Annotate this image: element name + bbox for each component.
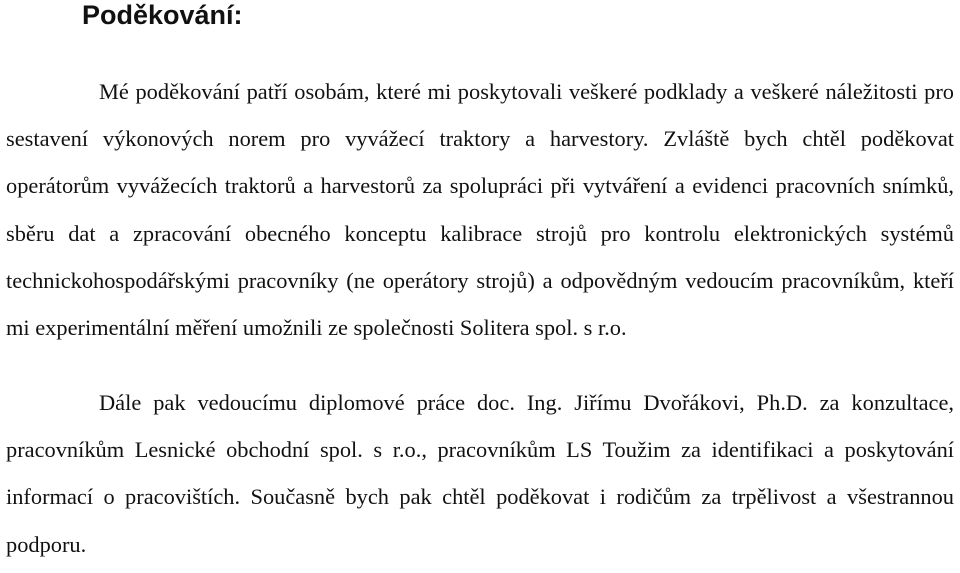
acknowledgement-paragraph-2: Dále pak vedoucímu diplomové práce doc. Ing. Jiřímu Dvořákovi, Ph.D. za konzultace, pracovníkům Lesnické obchodní spol. s r.o., pracovníkům LS Toužim za identifikaci a poskytování informací o pracovištích. Současně bych pak chtěl poděkovat i rodičům za trpělivost a všestrannou podporu. bbox=[6, 390, 954, 557]
page-title: Poděkování: bbox=[82, 0, 243, 30]
acknowledgement-paragraph-1: Mé poděkování patří osobám, které mi poskytovali veškeré podklady a veškeré náležitosti pro sestavení výkonových norem pro vyvážecí traktory a harvestory. Zvláště bych chtěl poděkovat operátorům vyvážecích traktorů a harvestorů za spolupráci při vytváření a evidenci pracovních snímků, sběru dat a zpracování obecného konceptu kalibrace strojů pro kontrolu elektronických systémů technickohospodářskými pracovníky (ne operátory strojů) a odpovědným vedoucím pracovníkům, kteří mi experimentální měření umožnili ze společnosti Solitera spol. s r.o. bbox=[6, 79, 954, 341]
